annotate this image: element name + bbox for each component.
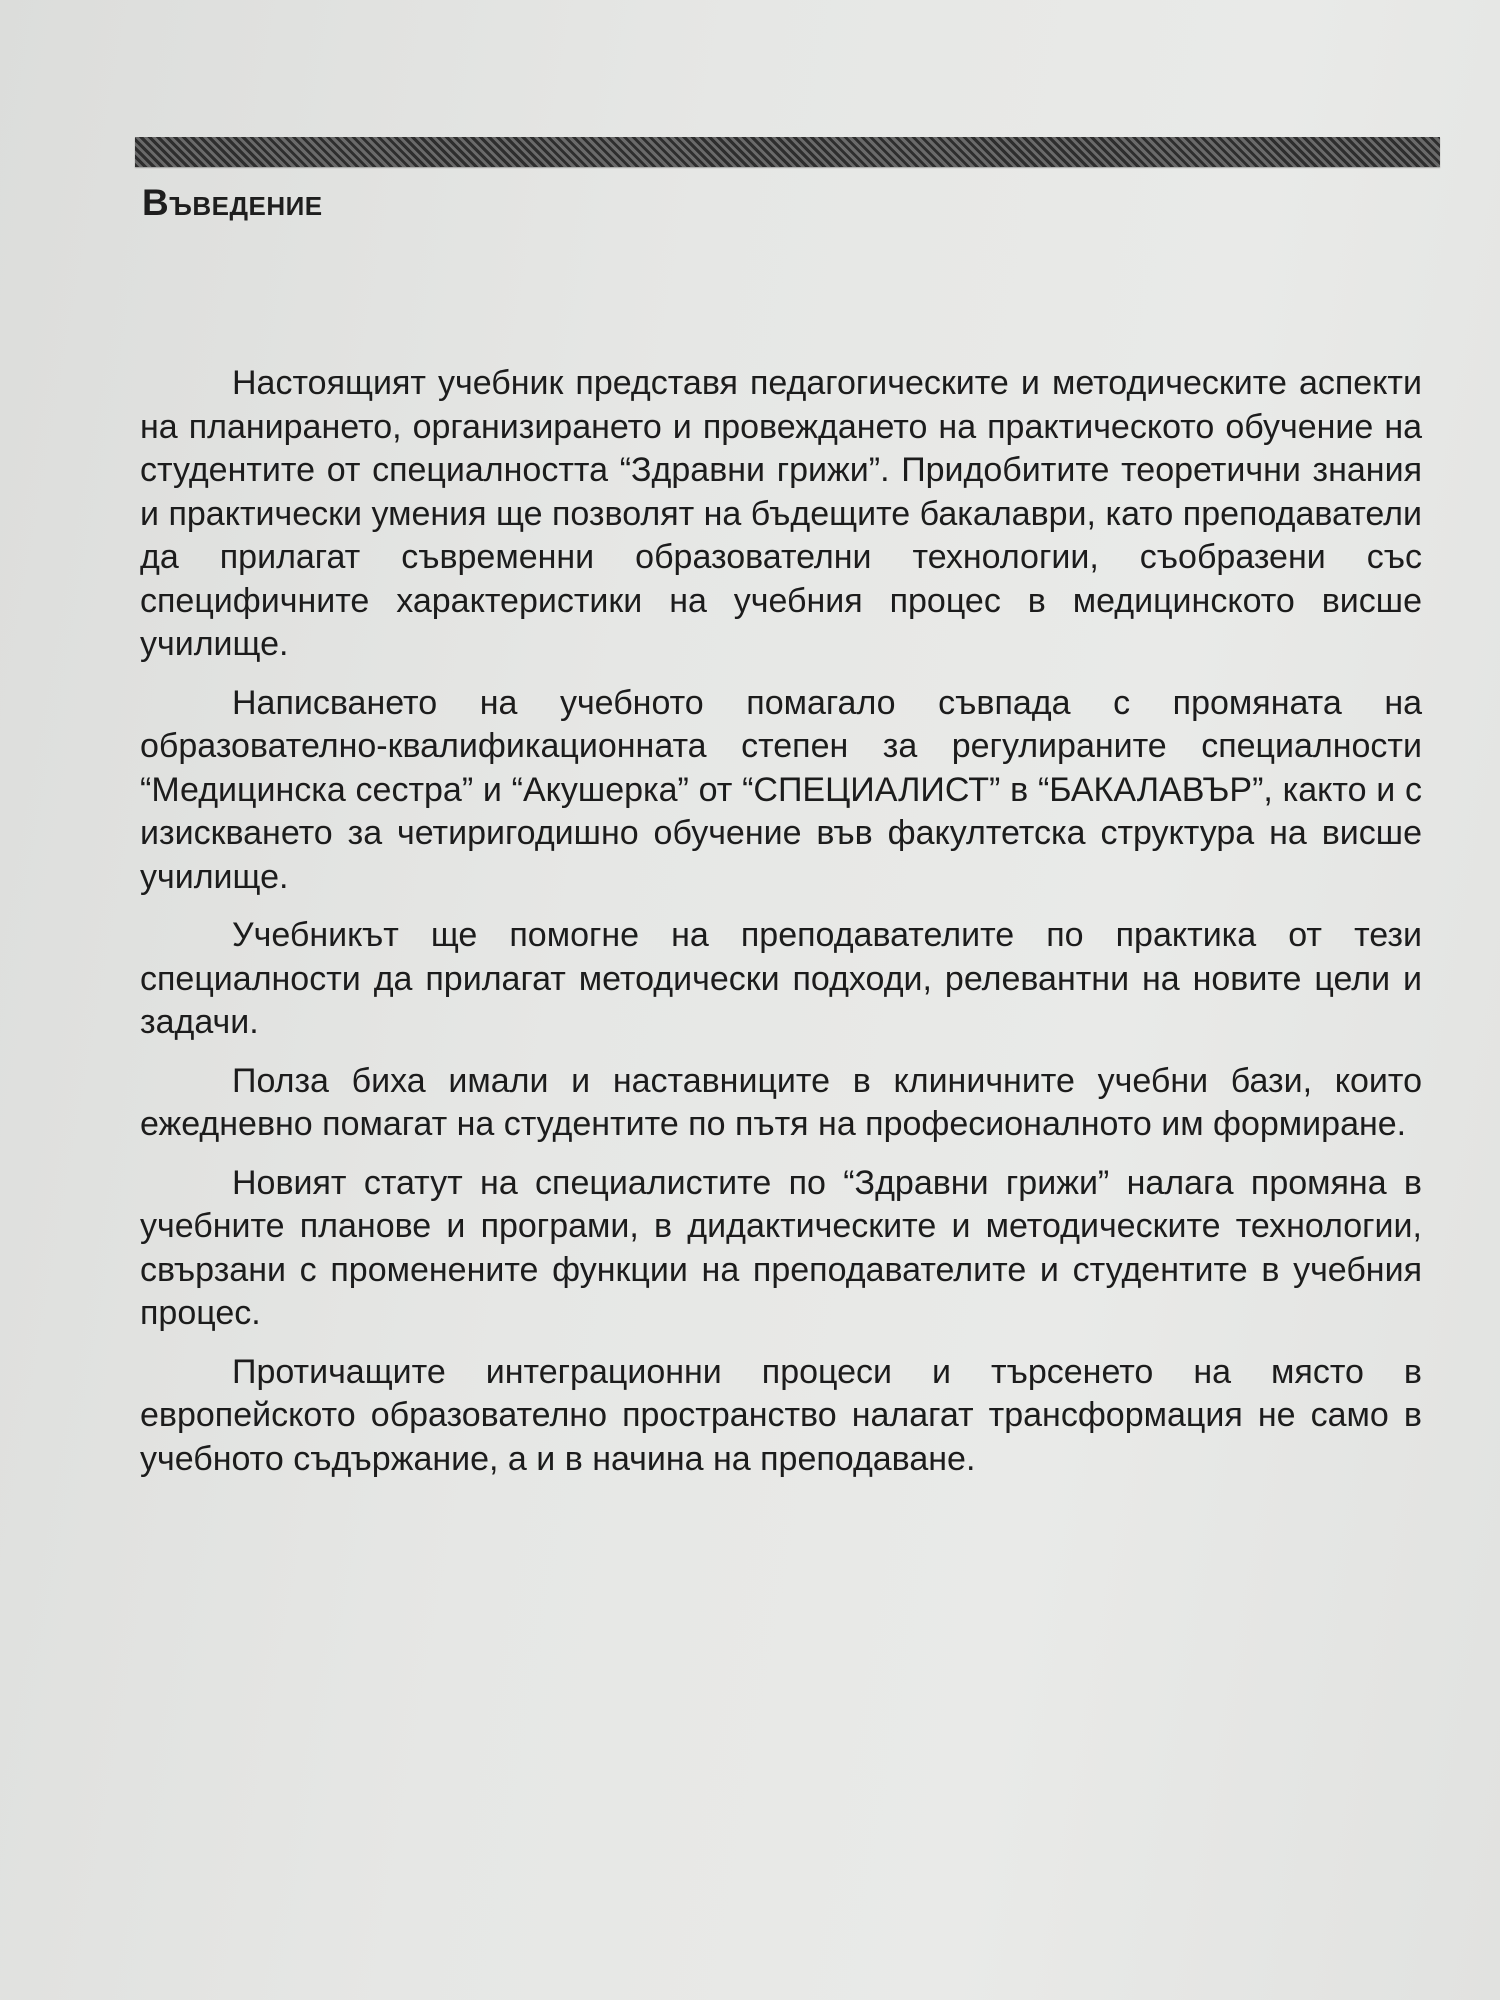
paragraph: Полза биха имали и наставниците в клиничните учебни бази, които ежедневно помагат на студентите по пътя на професионалното им формиране. (140, 1061, 1422, 1143)
paragraph: Новият статут на специалистите по “Здравни грижи” налага промяна в учебните планове и програми, в дидактическите и методическите технологии, свързани с променените функции на преподавателите и студентите в учебния процес. (140, 1163, 1422, 1332)
paragraph: Написването на учебното помагало съвпада с промяната на образователно-квалификационната степен за регулираните специалности “Медицинска сестра” и “Акушерка” от “СПЕЦИАЛИСТ” в “БАКАЛАВЪР”, както и с изискването за четиригодишно обучение във факултетска структура на висше училище. (140, 683, 1422, 896)
section-header-rule (135, 137, 1440, 167)
body-text (140, 362, 1422, 1496)
section-heading: Въведение (142, 182, 323, 223)
paragraph: Учебникът ще помогне на преподавателите по практика от тези специалности да прилагат методически подходи, релевантни на новите цели и задачи. (140, 916, 1422, 1041)
paragraph: Протичащите интеграционни процеси и търсенето на място в европейското образователно пространство налагат трансформация не само в учебното съдържание, а и в начина на преподаване. (140, 1352, 1422, 1478)
paragraph: Настоящият учебник представя педагогическите и методическите аспекти на планирането, организирането и провеждането на практическото обучение на студентите от специалността “Здравни грижи”. Придобитите теоретични знания и практически умения ще позволят на бъдещите бакалаври, като преподаватели да прилагат съвременни образователни технологии, съобразени със специфичните характеристики на учебния процес в медицинското висше училище. (140, 364, 1422, 663)
